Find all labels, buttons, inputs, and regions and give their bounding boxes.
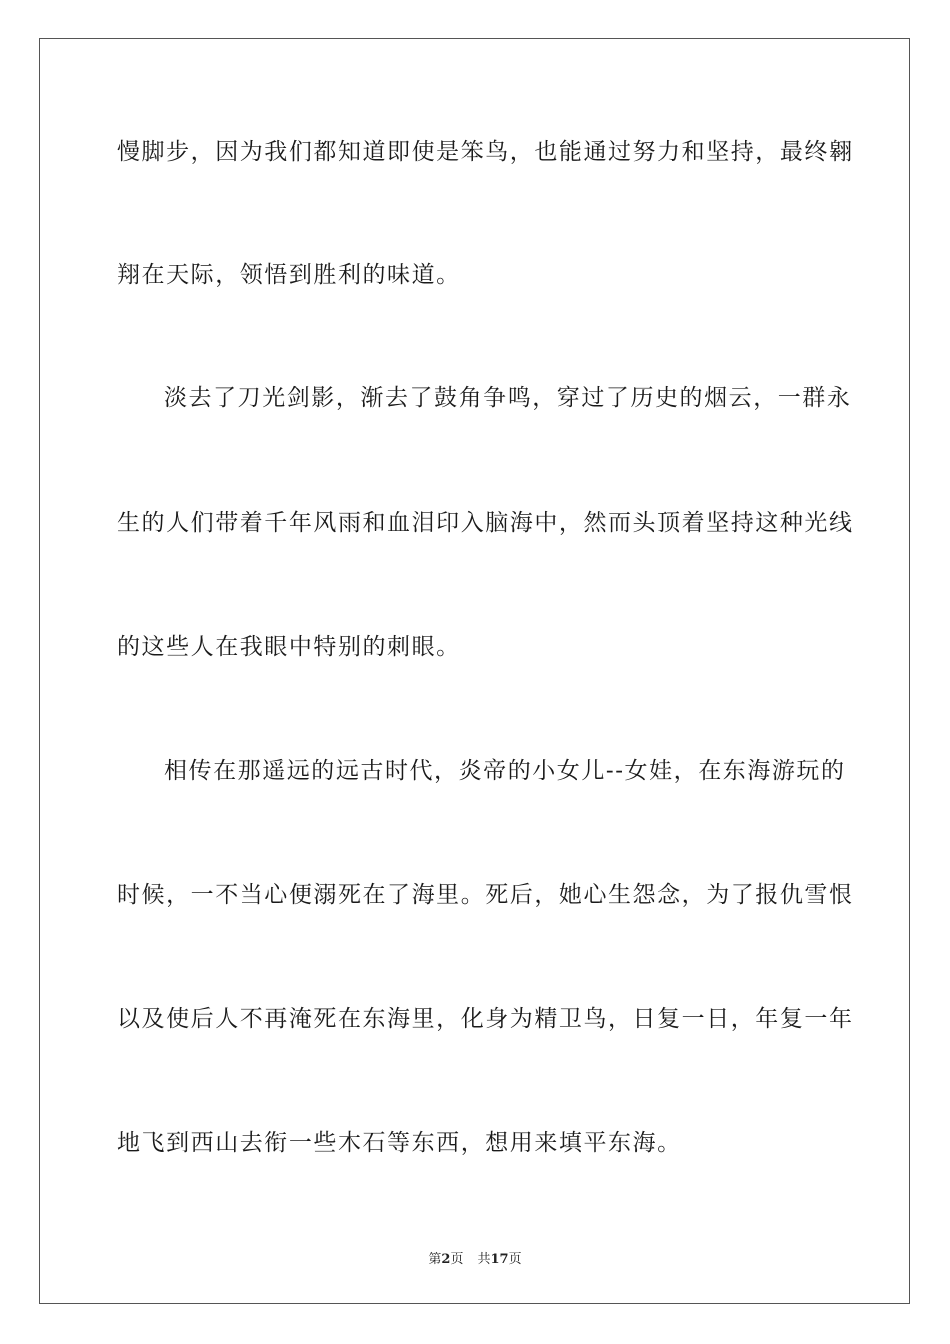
text-line-9: 地飞到西山去衔一些木石等东西，想用来填平东海。 [117,1130,682,1156]
text-line-5: 的这些人在我眼中特别的刺眼。 [117,634,461,660]
text-line-3: 淡去了刀光剑影，渐去了鼓角争鸣，穿过了历史的烟云，一群永 [164,385,852,411]
text-line-4: 生的人们带着千年风雨和血泪印入脑海中，然而头顶着坚持这种光线 [117,510,854,536]
page-footer [0,1248,950,1267]
total-suffix: 页 [508,1252,522,1267]
page-frame [39,38,910,1304]
text-line-8: 以及使后人不再淹死在东海里，化身为精卫鸟，日复一日，年复一年 [117,1006,854,1032]
page-prefix: 第 [428,1252,442,1267]
text-line-6: 相传在那遥远的远古时代，炎帝的小女儿--女娃，在东海游玩的 [164,758,846,784]
page-suffix: 页 [450,1252,464,1267]
text-line-7: 时候，一不当心便溺死在了海里。死后，她心生怨念，为了报仇雪恨 [117,882,854,908]
total-pages: 17 [490,1252,509,1267]
page-number: 2 [441,1252,451,1267]
text-line-2: 翔在天际，领悟到胜利的味道。 [117,262,461,288]
total-prefix: 共 [477,1252,491,1267]
text-line-1: 慢脚步，因为我们都知道即使是笨鸟，也能通过努力和坚持，最终翱 [117,139,854,165]
